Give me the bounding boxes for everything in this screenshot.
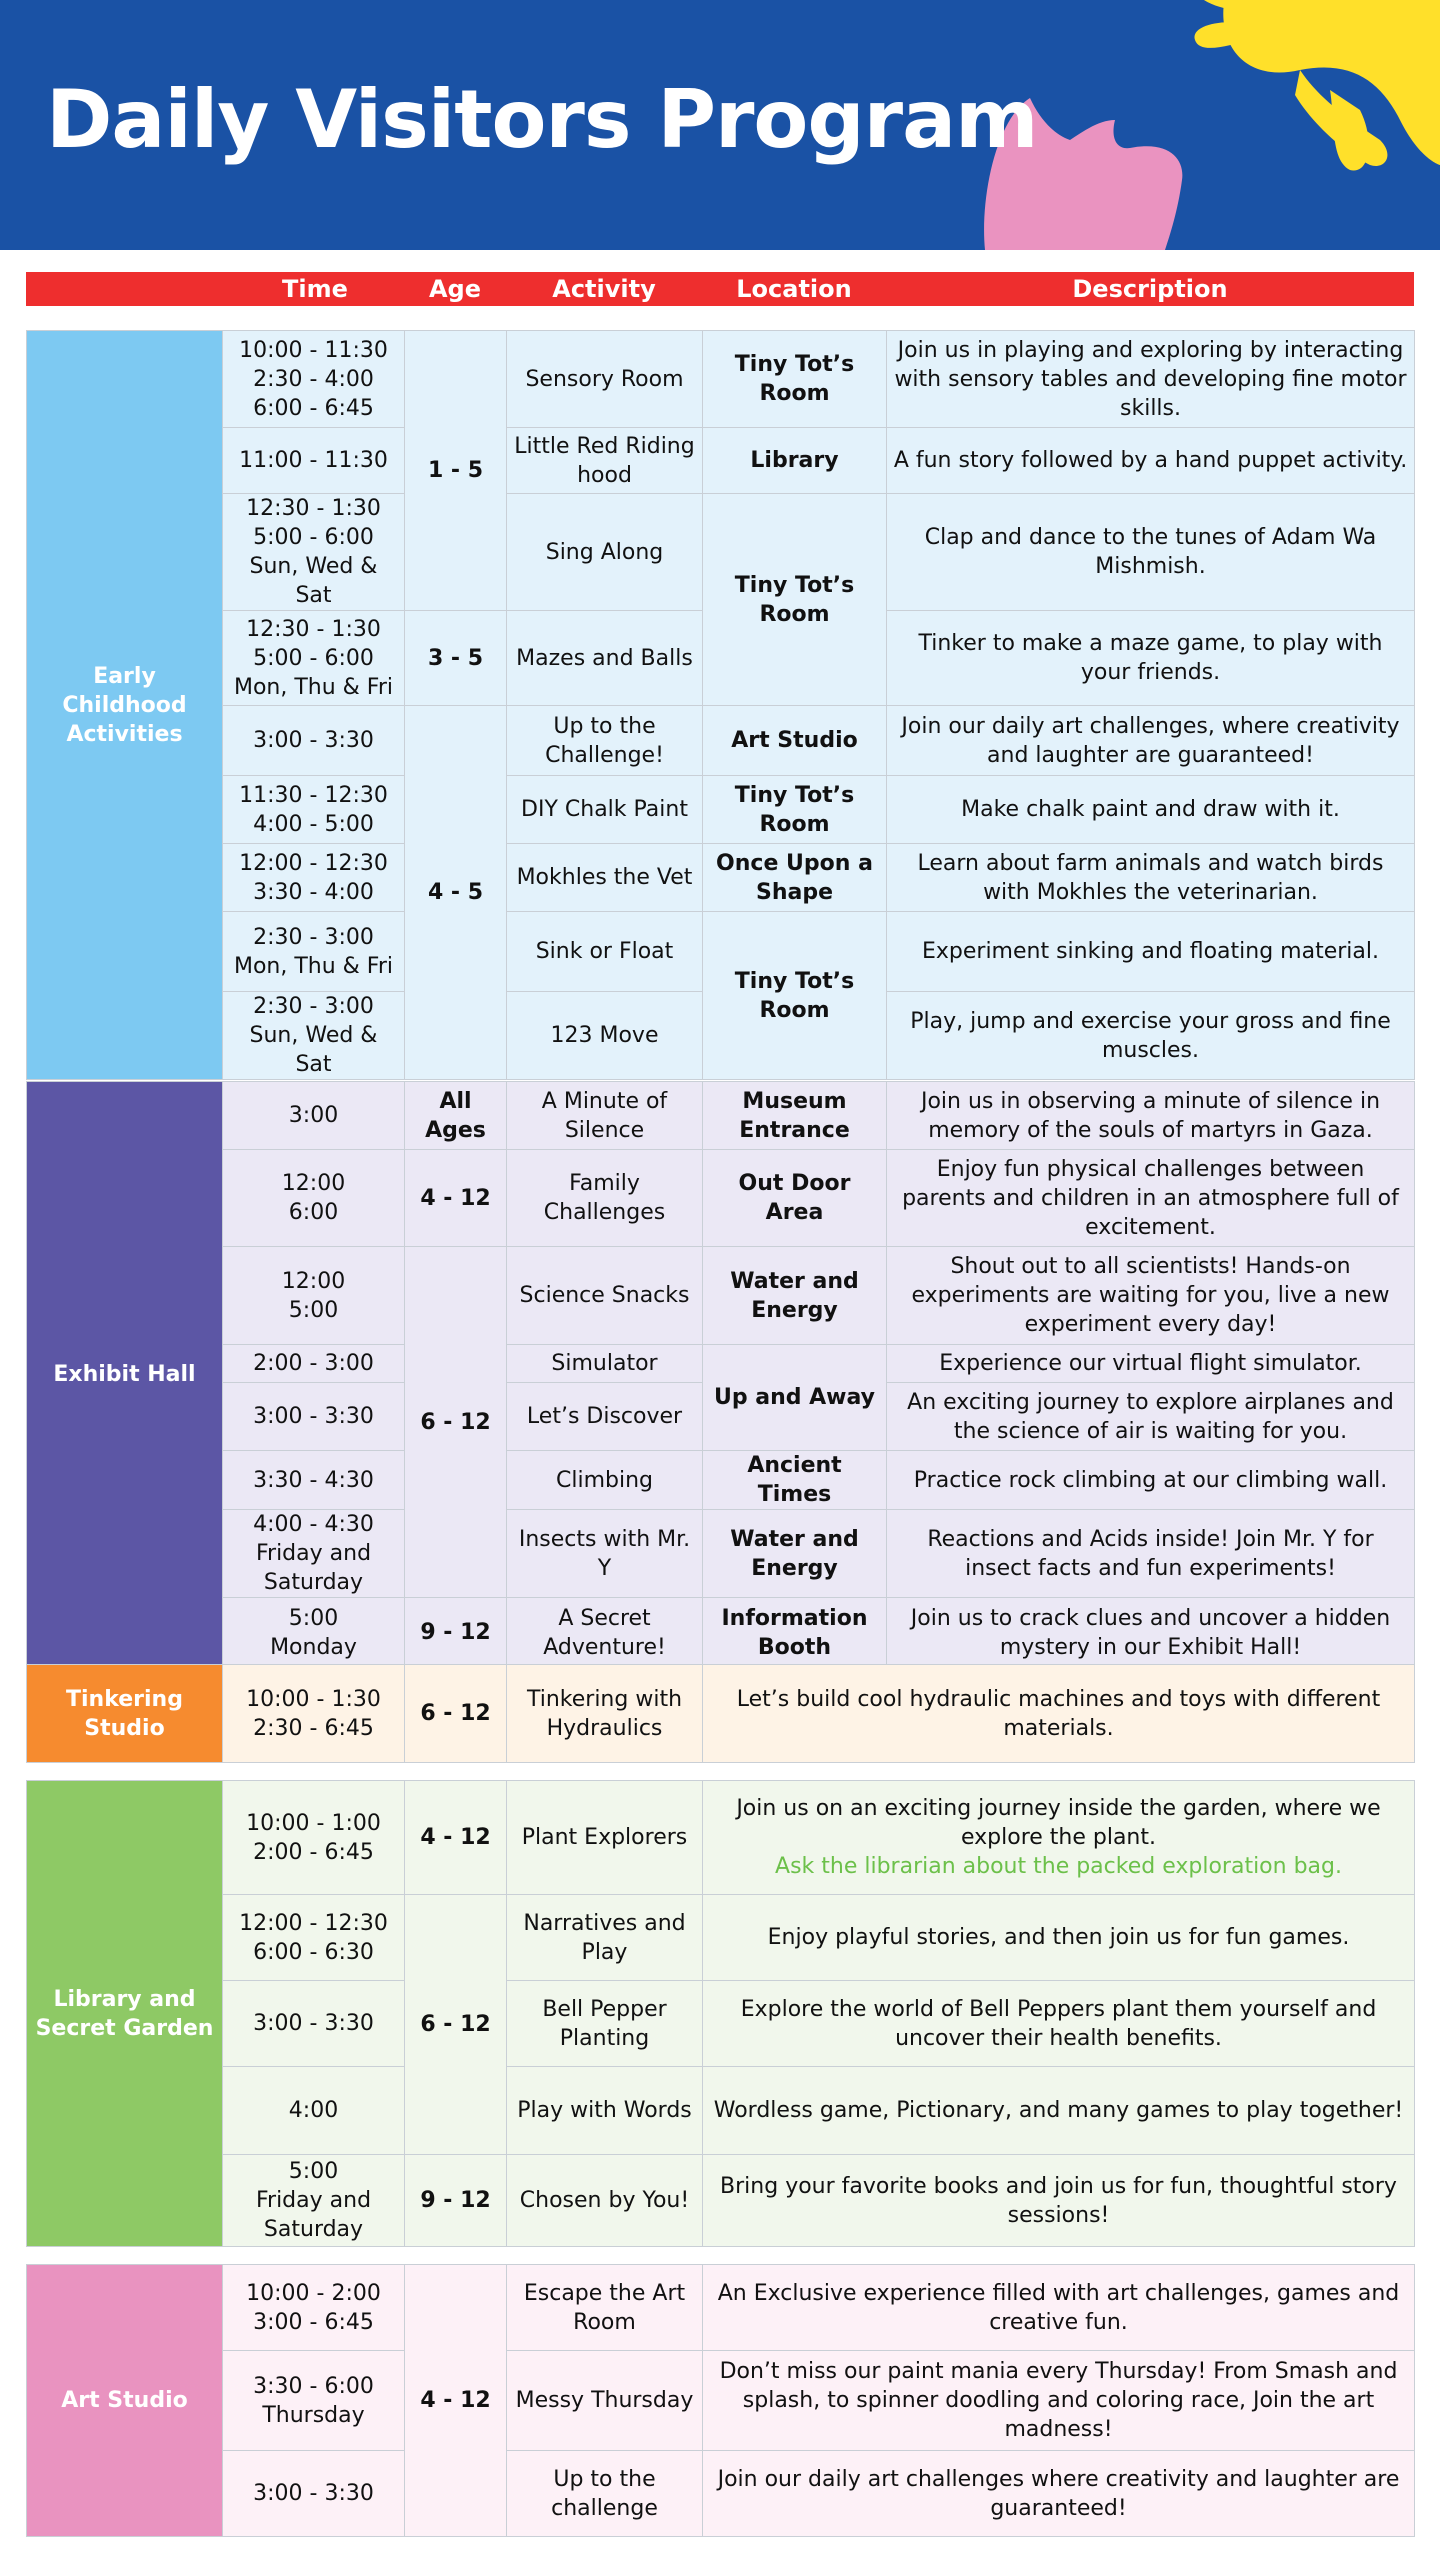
activity-cell: Little Red Riding hood	[507, 428, 703, 494]
column-activity: Activity	[552, 275, 656, 303]
time-cell: 3:30 - 4:30	[223, 1451, 405, 1510]
table-row	[27, 1345, 1415, 1383]
time-cell: 3:30 - 6:00 Thursday	[223, 2351, 405, 2451]
table-row	[27, 1781, 1415, 1895]
description-cell: Tinker to make a maze game, to play with your friends.	[887, 611, 1415, 706]
section-title: Exhibit Hall	[27, 1082, 223, 1668]
section-title: Art Studio	[27, 2265, 223, 2537]
time-cell: 4:00 - 4:30 Friday and Saturday	[223, 1510, 405, 1598]
table-row	[27, 1247, 1415, 1345]
time-cell: 12:30 - 1:30 5:00 - 6:00 Sun, Wed & Sat	[223, 494, 405, 611]
section-library-garden	[26, 1780, 1415, 2247]
location-cell: Tiny Tot’s Room	[703, 494, 887, 706]
activity-cell: Mazes and Balls	[507, 611, 703, 706]
age-cell: 4 - 5	[405, 706, 507, 1080]
activity-cell: Family Challenges	[507, 1150, 703, 1247]
section-tinkering-studio	[26, 1664, 1415, 1763]
age-cell: 3 - 5	[405, 611, 507, 706]
description-cell: Let’s build cool hydraulic machines and toys with different materials.	[703, 1665, 1415, 1763]
age-cell: 9 - 12	[405, 2155, 507, 2247]
table-row	[27, 331, 1415, 428]
time-cell: 12:00 - 12:30 3:30 - 4:00	[223, 844, 405, 912]
description-cell: Explore the world of Bell Peppers plant them yourself and uncover their health benefits.	[703, 1981, 1415, 2067]
time-cell: 5:00 Friday and Saturday	[223, 2155, 405, 2247]
table-row	[27, 844, 1415, 912]
location-cell: Ancient Times	[703, 1451, 887, 1510]
location-cell: Information Booth	[703, 1598, 887, 1668]
description-cell: Experience our virtual flight simulator.	[887, 1345, 1415, 1383]
activity-cell: Mokhles the Vet	[507, 844, 703, 912]
description-cell: Learn about farm animals and watch birds with Mokhles the veterinarian.	[887, 844, 1415, 912]
age-cell: 9 - 12	[405, 1598, 507, 1668]
table-row	[27, 494, 1415, 611]
description-cell: Make chalk paint and draw with it.	[887, 776, 1415, 844]
activity-cell: Plant Explorers	[507, 1781, 703, 1895]
table-row	[27, 776, 1415, 844]
description-text: Join us on an exciting journey inside the garden, where we explore the plant.	[736, 1796, 1381, 1850]
column-age: Age	[428, 275, 482, 303]
table-row	[27, 1451, 1415, 1510]
section-exhibit-hall	[26, 1081, 1415, 1668]
time-cell: 12:00 5:00	[223, 1247, 405, 1345]
description-cell: Experiment sinking and floating material.	[887, 912, 1415, 992]
table-row	[27, 428, 1415, 494]
time-cell: 11:00 - 11:30	[223, 428, 405, 494]
description-cell: Join us in observing a minute of silence in memory of the souls of martyrs in Gaza.	[887, 1082, 1415, 1150]
time-cell: 2:30 - 3:00 Sun, Wed & Sat	[223, 992, 405, 1080]
activity-cell: Chosen by You!	[507, 2155, 703, 2247]
description-cell: Reactions and Acids inside! Join Mr. Y for insect facts and fun experiments!	[887, 1510, 1415, 1598]
time-cell: 3:00	[223, 1082, 405, 1150]
activity-cell: 123 Move	[507, 992, 703, 1080]
age-cell: 4 - 12	[405, 2265, 507, 2537]
location-cell: Museum Entrance	[703, 1082, 887, 1150]
activity-cell: Tinkering with Hydraulics	[507, 1665, 703, 1763]
table-row	[27, 2351, 1415, 2451]
location-cell: Out Door Area	[703, 1150, 887, 1247]
location-cell: Tiny Tot’s Room	[703, 912, 887, 1080]
description-cell: An Exclusive experience filled with art challenges, games and creative fun.	[703, 2265, 1415, 2351]
location-cell: Tiny Tot’s Room	[703, 331, 887, 428]
activity-cell: Climbing	[507, 1451, 703, 1510]
description-note: Ask the librarian about the packed exploration bag.	[775, 1854, 1342, 1879]
time-cell: 10:00 - 1:30 2:30 - 6:45	[223, 1665, 405, 1763]
time-cell: 5:00 Monday	[223, 1598, 405, 1668]
time-cell: 4:00	[223, 2067, 405, 2155]
activity-cell: Up to the challenge	[507, 2451, 703, 2537]
table-row	[27, 912, 1415, 992]
section-title: Tinkering Studio	[27, 1665, 223, 1763]
table-row	[27, 1665, 1415, 1763]
table-row	[27, 706, 1415, 776]
section-title: Library and Secret Garden	[27, 1781, 223, 2247]
activity-cell: DIY Chalk Paint	[507, 776, 703, 844]
column-header-bar	[26, 272, 1414, 306]
location-cell: Water and Energy	[703, 1510, 887, 1598]
description-cell: Don’t miss our paint mania every Thursday! From Smash and splash, to spinner doodling and coloring race, Join the art madness!	[703, 2351, 1415, 2451]
description-cell: An exciting journey to explore airplanes and the science of air is waiting for you.	[887, 1383, 1415, 1451]
description-cell: Join us to crack clues and uncover a hidden mystery in our Exhibit Hall!	[887, 1598, 1415, 1668]
activity-cell: Up to the Challenge!	[507, 706, 703, 776]
activity-cell: Messy Thursday	[507, 2351, 703, 2451]
description-cell: Join our daily art challenges, where creativity and laughter are guaranteed!	[887, 706, 1415, 776]
table-row	[27, 2155, 1415, 2247]
time-cell: 3:00 - 3:30	[223, 706, 405, 776]
time-cell: 12:30 - 1:30 5:00 - 6:00 Mon, Thu & Fri	[223, 611, 405, 706]
table-row	[27, 1598, 1415, 1668]
sun-decoration-icon	[1185, 0, 1440, 170]
description-cell: Bring your favorite books and join us for fun, thoughtful story sessions!	[703, 2155, 1415, 2247]
time-cell: 3:00 - 3:30	[223, 1981, 405, 2067]
time-cell: 10:00 - 2:00 3:00 - 6:45	[223, 2265, 405, 2351]
age-cell: 6 - 12	[405, 1895, 507, 2155]
activity-cell: A Minute of Silence	[507, 1082, 703, 1150]
description-cell: Enjoy fun physical challenges between parents and children in an atmosphere full of excitement.	[887, 1150, 1415, 1247]
table-row	[27, 1895, 1415, 1981]
section-early-childhood	[26, 330, 1415, 1080]
description-cell: Practice rock climbing at our climbing wall.	[887, 1451, 1415, 1510]
time-cell: 3:00 - 3:30	[223, 1383, 405, 1451]
age-cell: 6 - 12	[405, 1247, 507, 1598]
description-cell: Play, jump and exercise your gross and fine muscles.	[887, 992, 1415, 1080]
section-title: Early Childhood Activities	[27, 331, 223, 1080]
activity-cell: Insects with Mr. Y	[507, 1510, 703, 1598]
activity-cell: Bell Pepper Planting	[507, 1981, 703, 2067]
activity-cell: Sink or Float	[507, 912, 703, 992]
activity-cell: Play with Words	[507, 2067, 703, 2155]
description-cell: Wordless game, Pictionary, and many games to play together!	[703, 2067, 1415, 2155]
section-art-studio	[26, 2264, 1415, 2537]
table-row	[27, 2451, 1415, 2537]
time-cell: 12:00 6:00	[223, 1150, 405, 1247]
table-row	[27, 2067, 1415, 2155]
age-cell: 4 - 12	[405, 1150, 507, 1247]
time-cell: 12:00 - 12:30 6:00 - 6:30	[223, 1895, 405, 1981]
table-row	[27, 1150, 1415, 1247]
location-cell: Once Upon a Shape	[703, 844, 887, 912]
activity-cell: Narratives and Play	[507, 1895, 703, 1981]
location-cell: Art Studio	[703, 706, 887, 776]
age-cell: 1 - 5	[405, 331, 507, 611]
time-cell: 11:30 - 12:30 4:00 - 5:00	[223, 776, 405, 844]
time-cell: 3:00 - 3:30	[223, 2451, 405, 2537]
age-cell: 6 - 12	[405, 1665, 507, 1763]
time-cell: 2:00 - 3:00	[223, 1345, 405, 1383]
location-cell: Water and Energy	[703, 1247, 887, 1345]
time-cell: 2:30 - 3:00 Mon, Thu & Fri	[223, 912, 405, 992]
location-cell: Up and Away	[703, 1345, 887, 1451]
location-cell: Library	[703, 428, 887, 494]
activity-cell: Sensory Room	[507, 331, 703, 428]
time-cell: 10:00 - 1:00 2:00 - 6:45	[223, 1781, 405, 1895]
description-cell: Clap and dance to the tunes of Adam Wa Mishmish.	[887, 494, 1415, 611]
column-location: Location	[736, 275, 852, 303]
description-cell: Join us in playing and exploring by interacting with sensory tables and developing fine motor skills.	[887, 331, 1415, 428]
description-cell: Join our daily art challenges where creativity and laughter are guaranteed!	[703, 2451, 1415, 2537]
description-cell: Shout out to all scientists! Hands-on experiments are waiting for you, live a new experiment every day!	[887, 1247, 1415, 1345]
activity-cell: Escape the Art Room	[507, 2265, 703, 2351]
page-title: Daily Visitors Program	[46, 73, 1038, 166]
description-cell: A fun story followed by a hand puppet activity.	[887, 428, 1415, 494]
table-row	[27, 1082, 1415, 1150]
table-row	[27, 1981, 1415, 2067]
activity-cell: Simulator	[507, 1345, 703, 1383]
column-time: Time	[282, 275, 348, 303]
age-cell: 4 - 12	[405, 1781, 507, 1895]
age-cell: All Ages	[405, 1082, 507, 1150]
activity-cell: Sing Along	[507, 494, 703, 611]
activity-cell: A Secret Adventure!	[507, 1598, 703, 1668]
location-cell: Tiny Tot’s Room	[703, 776, 887, 844]
time-cell: 10:00 - 11:30 2:30 - 4:00 6:00 - 6:45	[223, 331, 405, 428]
column-description: Description	[1072, 275, 1228, 303]
description-cell	[703, 1781, 1415, 1895]
description-cell: Enjoy playful stories, and then join us for fun games.	[703, 1895, 1415, 1981]
activity-cell: Let’s Discover	[507, 1383, 703, 1451]
activity-cell: Science Snacks	[507, 1247, 703, 1345]
page-header	[0, 0, 1440, 250]
table-row	[27, 1510, 1415, 1598]
table-row	[27, 2265, 1415, 2351]
